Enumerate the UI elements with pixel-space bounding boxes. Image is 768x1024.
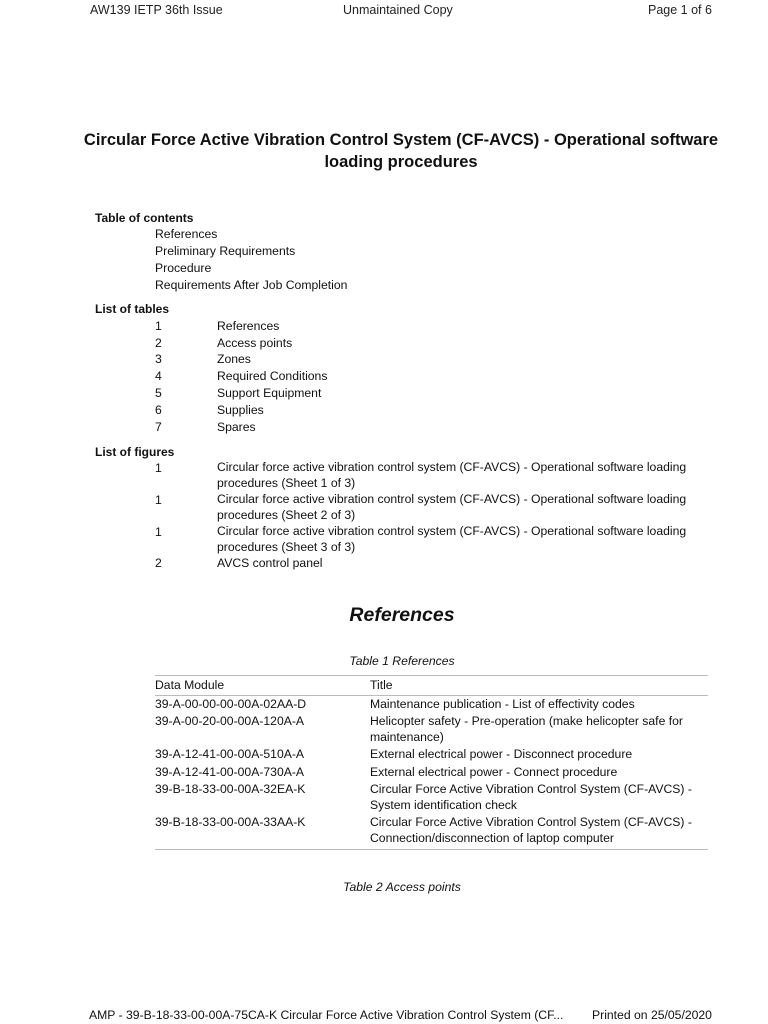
figure-list-number: 1	[155, 525, 162, 539]
table-list-number: 6	[155, 403, 162, 417]
data-module-link[interactable]: 39-B-18-33-00-00A-33AA-K	[155, 814, 370, 850]
list-of-figures-heading: List of figures	[95, 445, 175, 459]
table-row	[155, 814, 708, 850]
figure-list-link[interactable]: AVCS control panel	[217, 556, 323, 570]
column-header-data-module: Data Module	[155, 676, 370, 696]
document-title: Circular Force Active Vibration Control System (CF-AVCS) - Operational software loading procedures	[83, 131, 719, 171]
toc-heading: Table of contents	[95, 211, 194, 225]
table-list-link[interactable]: References	[217, 319, 280, 333]
table-list-link[interactable]: Required Conditions	[217, 369, 328, 383]
reference-title: Circular Force Active Vibration Control System (CF-AVCS) - Connection/disconnection of laptop computer	[370, 814, 708, 850]
header-center: Unmaintained Copy	[343, 3, 453, 17]
reference-title: Circular Force Active Vibration Control System (CF-AVCS) - System identification check	[370, 782, 692, 812]
table-row	[155, 781, 708, 814]
figure-list-link[interactable]: Circular force active vibration control system (CF-AVCS) - Operational software loading procedures (Sheet 2 of 3)	[217, 492, 687, 522]
table-row	[155, 746, 708, 764]
data-module-link[interactable]: 39-A-12-41-00-00A-730A-A	[155, 764, 305, 779]
figure-list-link[interactable]: Circular force active vibration control system (CF-AVCS) - Operational software loading procedures (Sheet 3 of 3)	[217, 524, 687, 554]
toc-link-procedure[interactable]: Procedure	[155, 261, 212, 275]
data-module-link[interactable]: 39-A-12-41-00-00A-510A-A	[155, 747, 305, 761]
footer-document-id: AMP - 39-B-18-33-00-00A-75CA-K Circular Force Active Vibration Control System (CF...	[89, 1008, 564, 1022]
table-list-number: 2	[155, 336, 162, 350]
table-list-number: 3	[155, 352, 162, 366]
header-left: AW139 IETP 36th Issue	[90, 3, 223, 17]
table-list-link[interactable]: Spares	[217, 420, 256, 434]
table-list-link[interactable]: Support Equipment	[217, 386, 322, 400]
footer-print-date: Printed on 25/05/2020	[592, 1008, 712, 1022]
data-module-link[interactable]: 39-B-18-33-00-00A-32EA-K	[155, 782, 306, 796]
column-header-title: Title	[370, 676, 708, 696]
table-list-link[interactable]: Supplies	[217, 403, 264, 417]
reference-title: External electrical power - Connect procedure	[370, 764, 618, 779]
table-list-number: 5	[155, 386, 162, 400]
figure-list-number: 1	[155, 493, 162, 507]
table-list-number: 7	[155, 420, 162, 434]
data-module-link[interactable]: 39-A-00-00-00-00A-02AA-D	[155, 696, 307, 711]
header-page-number: Page 1 of 6	[648, 3, 712, 17]
references-heading: References	[349, 604, 455, 626]
references-table	[155, 675, 708, 850]
table-1-caption: Table 1 References	[349, 654, 455, 668]
toc-link-preliminary-requirements[interactable]: Preliminary Requirements	[155, 244, 296, 258]
table-header-row	[155, 676, 708, 696]
table-row	[155, 764, 708, 782]
figure-list-number: 1	[155, 461, 162, 475]
list-of-tables-heading: List of tables	[95, 302, 170, 316]
table-list-number: 1	[155, 319, 162, 333]
figure-list-link[interactable]: Circular force active vibration control system (CF-AVCS) - Operational software loading procedures (Sheet 1 of 3)	[217, 460, 687, 490]
toc-link-requirements-after-job[interactable]: Requirements After Job Completion	[155, 278, 348, 292]
table-list-number: 4	[155, 369, 162, 383]
table-2-caption: Table 2 Access points	[343, 880, 461, 894]
table-list-link[interactable]: Access points	[217, 336, 293, 350]
figure-list-number: 2	[155, 556, 162, 570]
table-list-link[interactable]: Zones	[217, 352, 251, 366]
table-row	[155, 713, 708, 746]
table-row	[155, 695, 708, 713]
data-module-link[interactable]: 39-A-00-20-00-00A-120A-A	[155, 714, 305, 728]
reference-title: Helicopter safety - Pre-operation (make helicopter safe for maintenance)	[370, 714, 683, 744]
reference-title: Maintenance publication - List of effectivity codes	[370, 696, 635, 711]
reference-title: External electrical power - Disconnect procedure	[370, 747, 633, 761]
toc-link-references[interactable]: References	[155, 227, 218, 241]
